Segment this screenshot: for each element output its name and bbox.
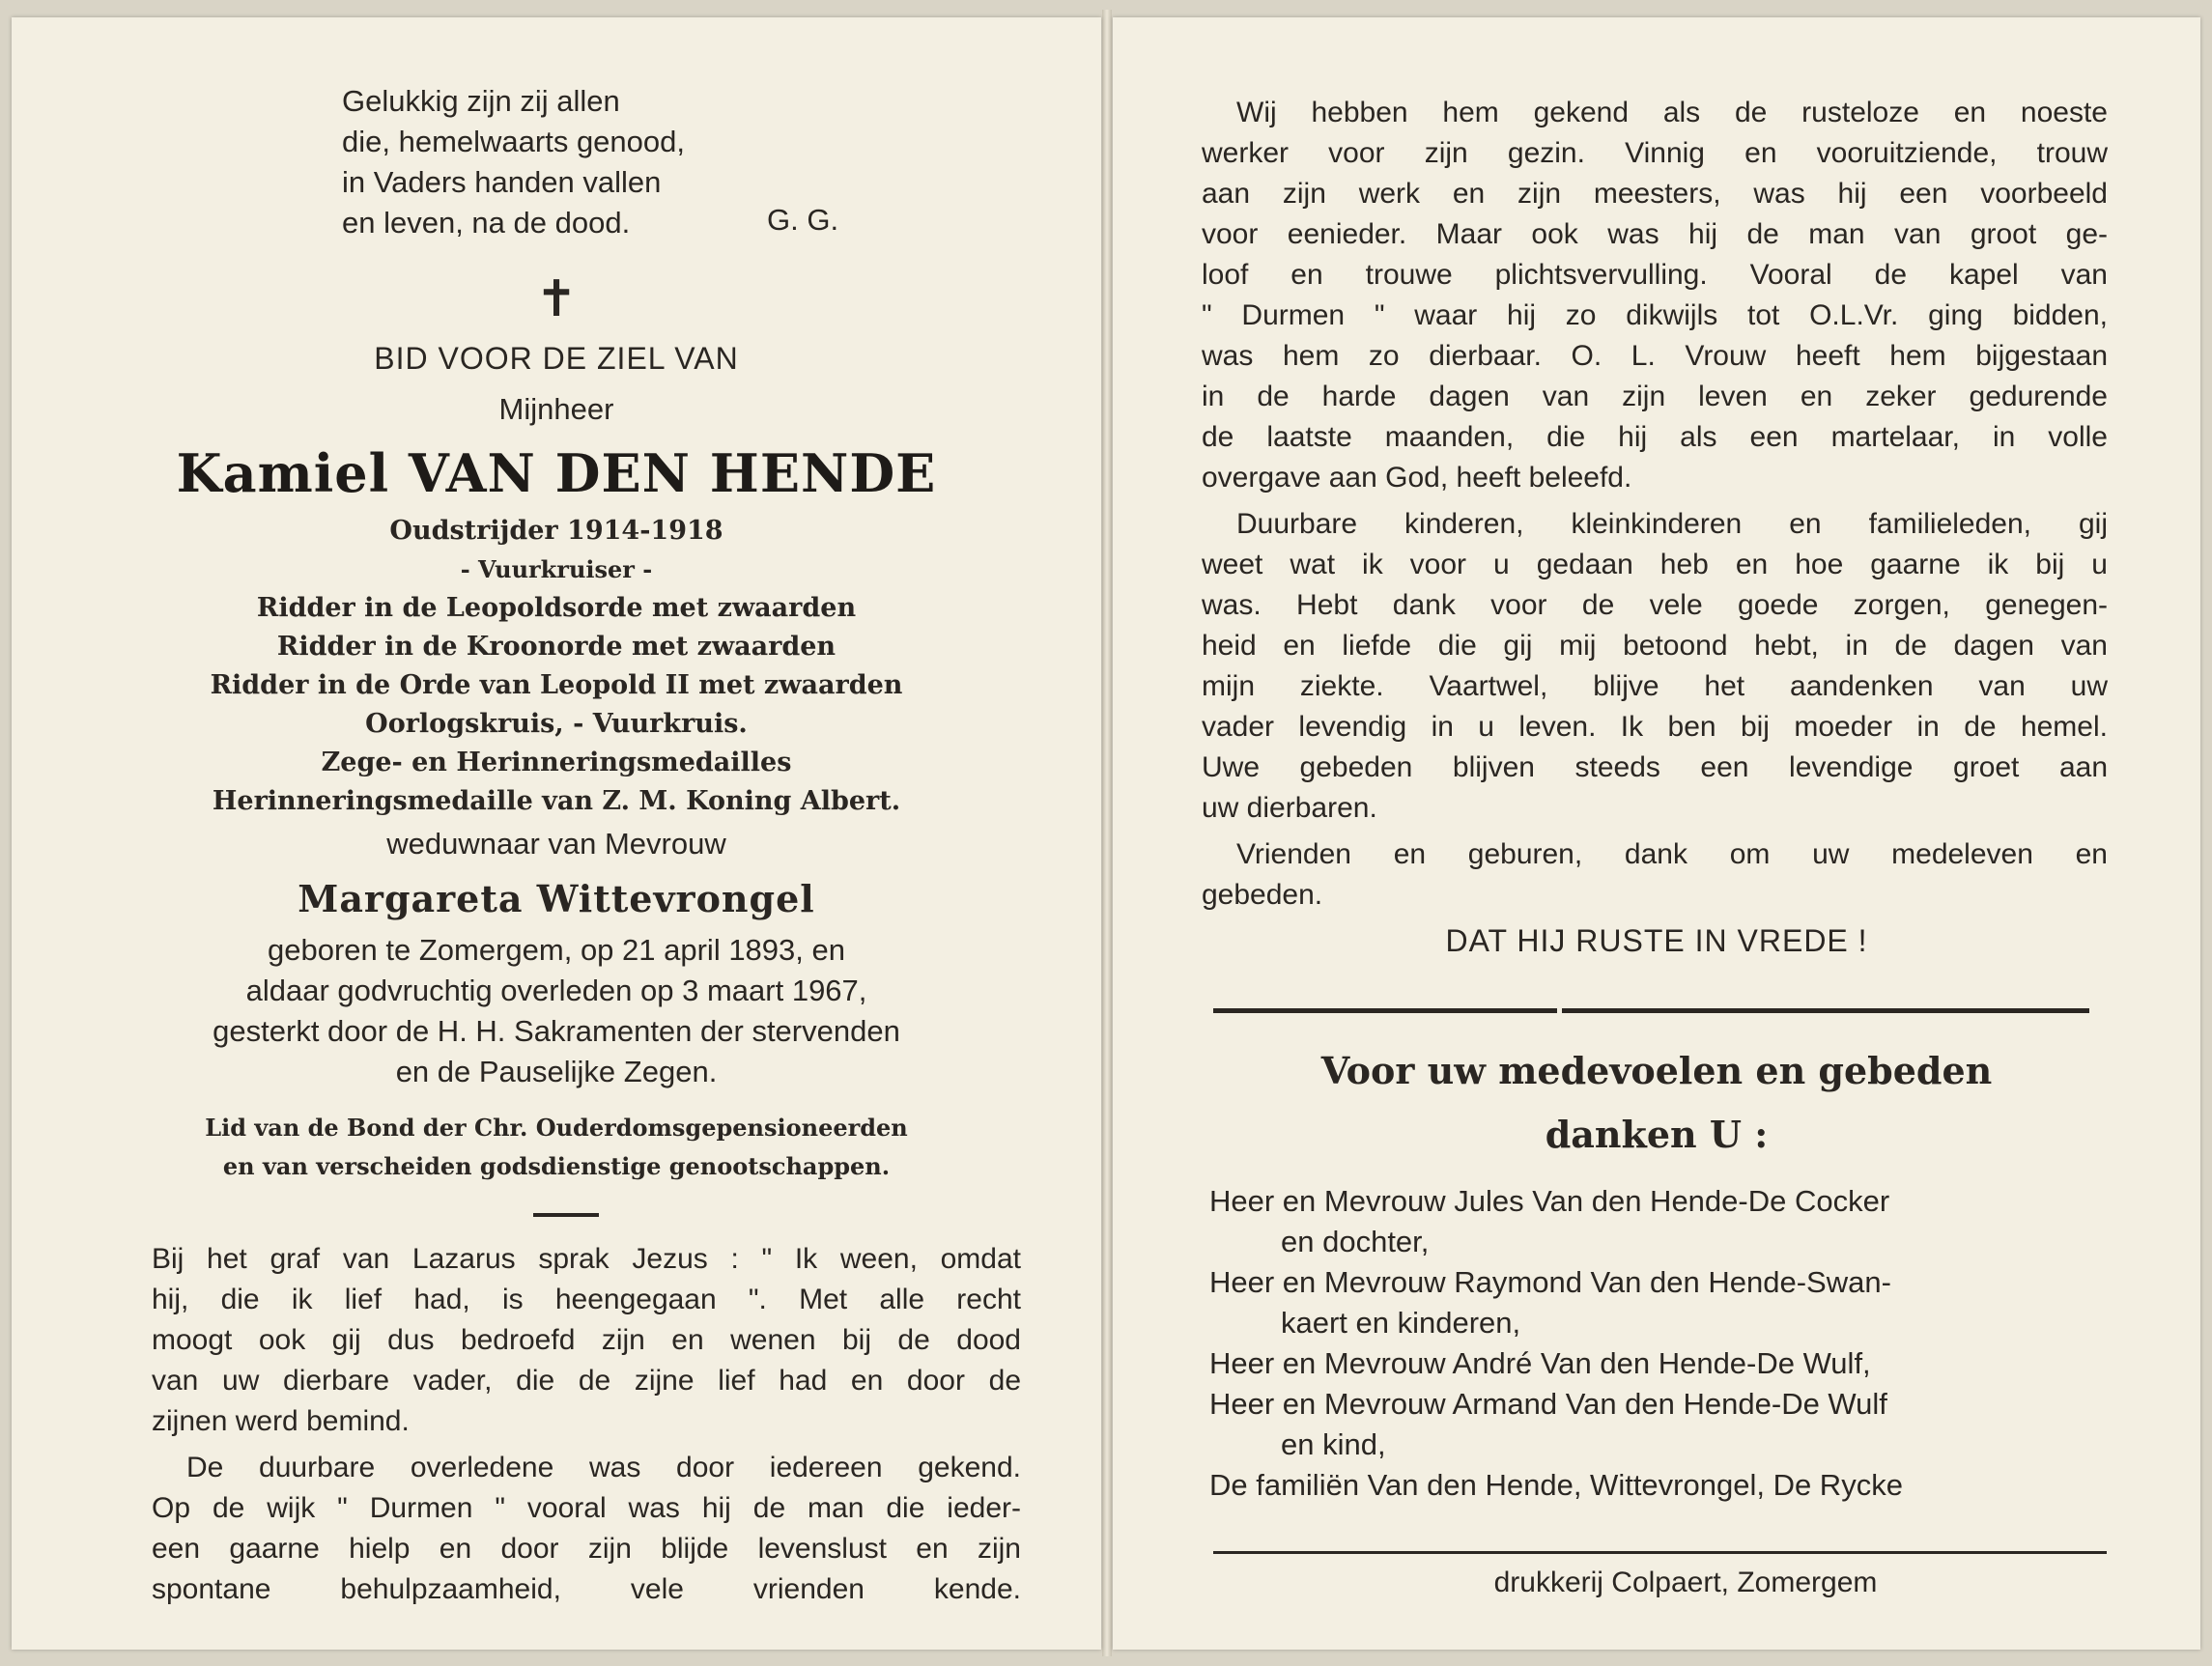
paragraph <box>1202 834 2108 916</box>
text-line: Vrienden en geburen, dank om uw medeleven en <box>1236 838 2108 870</box>
paragraph <box>1202 504 2108 829</box>
right-page <box>1113 17 2200 1650</box>
text-line: hij, die ik lief had, is heengegaan ". Met alle recht <box>152 1284 1021 1315</box>
honour-line: Oorlogskruis, - Vuurkruis. <box>365 709 748 739</box>
text-line: uw dierbaren. <box>1202 792 1377 824</box>
left-text <box>152 1239 1021 1610</box>
poem <box>342 81 883 243</box>
info-line: gesterkt door de H. H. Sakramenten der stervenden <box>213 1014 900 1048</box>
honour-line: Zege- en Herinneringsmedailles <box>321 748 792 777</box>
thanks-heading <box>1113 1039 2200 1167</box>
text-line: aan zijn werk en zijn meesters, was hij een voorbeeld <box>1202 178 2108 210</box>
poem-line: die, hemelwaarts genood, <box>342 125 686 158</box>
mourner-line: Heer en Mevrouw André Van den Hende-De Wulf, <box>1209 1346 1871 1380</box>
thanks-heading-line: danken U : <box>1545 1113 1769 1156</box>
text-line: Duurbare kinderen, kleinkinderen en familieleden, gij <box>1236 508 2108 540</box>
text-line: was hem zo dierbaar. O. L. Vrouw heeft hem bijgestaan <box>1202 340 2108 372</box>
divider <box>1213 1008 1557 1013</box>
text-line: moogt ook gij dus bedroefd zijn en wenen bij de dood <box>152 1324 1021 1356</box>
honours-list <box>12 512 1101 821</box>
text-line: gebeden. <box>1202 879 1323 911</box>
info-line: en de Pauselijke Zegen. <box>395 1055 718 1088</box>
honour-line: Herinneringsmedaille van Z. M. Koning Albert. <box>212 786 901 816</box>
text-line: werker voor zijn gezin. Vinnig en vooruitziende, trouw <box>1202 137 2108 169</box>
honour-line: - Vuurkruiser - <box>460 555 653 583</box>
poem-initials: G. G. <box>767 203 839 237</box>
text-line: Wij hebben hem gekend als de rusteloze en noeste <box>1236 97 2108 128</box>
text-line: " Durmen " waar hij zo dikwijls tot O.L.Vr. ging bidden, <box>1202 299 2108 331</box>
membership-line: Lid van de Bond der Chr. Ouderdomsgepensioneerden <box>205 1114 908 1142</box>
cross-icon: ✝ <box>535 271 578 327</box>
printer-credit: drukkerij Colpaert, Zomergem <box>1493 1567 1878 1598</box>
text-line: De duurbare overledene was door iedereen gekend. <box>186 1452 1021 1483</box>
membership <box>12 1109 1101 1186</box>
birth-death-info <box>12 930 1101 1092</box>
text-line: weet wat ik voor u gedaan heb en hoe gaarne ik bij u <box>1202 549 2108 580</box>
honour-line: Ridder in de Orde van Leopold II met zwaarden <box>210 670 903 700</box>
text-line: was. Hebt dank voor de vele goede zorgen, genegen- <box>1202 589 2108 621</box>
poem-line: Gelukkig zijn zij allen <box>342 84 620 118</box>
card-fold <box>1102 10 1112 1656</box>
honour-line: Ridder in de Leopoldsorde met zwaarden <box>256 593 857 623</box>
text-line: een gaarne hielp en door zijn blijde levenslust en zijn <box>152 1533 1021 1565</box>
divider <box>533 1213 599 1217</box>
text-line: loof en trouwe plichtsvervulling. Vooral de kapel van <box>1202 259 2108 291</box>
text-line: in de harde dagen van zijn leven en zeker gedurende <box>1202 381 2108 412</box>
membership-line: en van verscheiden godsdienstige genootschappen. <box>222 1152 891 1180</box>
info-line: aldaar godvruchtig overleden op 3 maart 1967, <box>245 974 867 1007</box>
mourners-list <box>1209 1181 2117 1506</box>
text-line: Bij het graf van Lazarus sprak Jezus : " Ik ween, omdat <box>152 1243 1021 1275</box>
text-line: overgave aan God, heeft beleefd. <box>1202 462 1632 494</box>
text-line: vader levendig in u leven. Ik ben bij moeder in de hemel. <box>1202 711 2108 743</box>
text-line: mijn ziekte. Vaartwel, blijve het aandenken van uw <box>1202 670 2108 702</box>
divider <box>1562 1008 2089 1013</box>
text-line: de laatste maanden, die hij als een martelaar, in volle <box>1202 421 2108 453</box>
right-text <box>1202 93 2108 921</box>
mourner-line: Heer en Mevrouw Jules Van den Hende-De Cocker <box>1209 1184 1890 1218</box>
left-page <box>12 17 1101 1650</box>
mourner-line: kaert en kinderen, <box>1281 1306 1521 1340</box>
honour-line: Oudstrijder 1914-1918 <box>389 516 723 546</box>
divider <box>1213 1551 2107 1554</box>
closing-prayer: DAT HIJ RUSTE IN VREDE ! <box>1445 923 1868 958</box>
mourner-line: De familiën Van den Hende, Wittevrongel, De Rycke <box>1209 1468 1903 1502</box>
text-line: van uw dierbare vader, die de zijne lief had en door de <box>152 1365 1021 1397</box>
text-line: voor eenieder. Maar ook was hij de man van groot ge- <box>1202 218 2108 250</box>
poem-line: in Vaders handen vallen <box>342 165 662 199</box>
mourner-line: Heer en Mevrouw Armand Van den Hende-De Wulf <box>1209 1387 1887 1421</box>
text-line: Op de wijk " Durmen " vooral was hij de man die ieder- <box>152 1492 1021 1524</box>
mourner-line: Heer en Mevrouw Raymond Van den Hende-Swan- <box>1209 1265 1891 1299</box>
deceased-name: Kamiel VAN DEN HENDE <box>176 442 937 504</box>
widower-of: weduwnaar van Mevrouw <box>386 827 726 861</box>
spouse-name: Margareta Wittevrongel <box>298 877 815 920</box>
mourner-line: en kind, <box>1281 1427 1386 1461</box>
mourner-line: en dochter, <box>1281 1225 1430 1258</box>
info-line: geboren te Zomergem, op 21 april 1893, en <box>268 933 845 967</box>
text-line: Uwe gebeden blijven steeds een levendige groet aan <box>1202 751 2108 783</box>
honour-line: Ridder in de Kroonorde met zwaarden <box>276 632 837 662</box>
text-line: spontane behulpzaamheid, vele vrienden kende. <box>152 1573 1021 1605</box>
thanks-heading-line: Voor uw medevoelen en gebeden <box>1320 1049 1993 1092</box>
honorific: Mijnheer <box>498 392 614 426</box>
text-line: heid en liefde die gij mij betoond hebt, in de dagen van <box>1202 630 2108 662</box>
invocation: BID VOOR DE ZIEL VAN <box>374 341 739 376</box>
paragraph <box>1202 93 2108 498</box>
poem-line: en leven, na de dood. <box>342 206 631 240</box>
text-line: zijnen werd bemind. <box>152 1405 410 1437</box>
